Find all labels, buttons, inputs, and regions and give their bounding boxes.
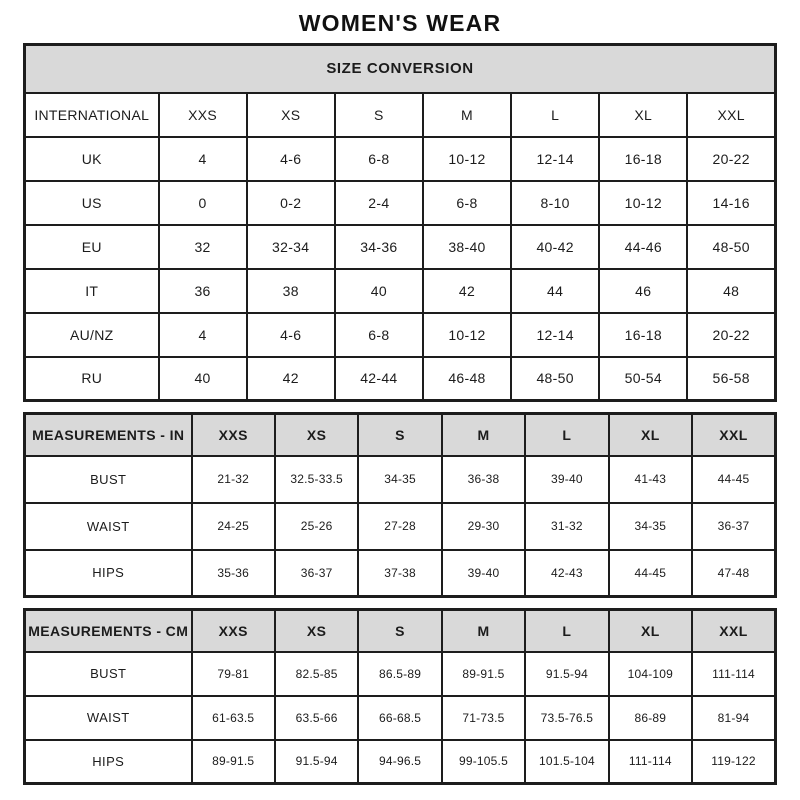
table-row (25, 181, 776, 225)
table-cell: 94-96.5 (358, 740, 441, 784)
column-header: MEASUREMENTS - CM (25, 610, 192, 652)
column-header: INTERNATIONAL (25, 93, 159, 137)
table-cell: 34-36 (335, 225, 423, 269)
table-cell: 31-32 (525, 503, 608, 550)
table-row (25, 740, 776, 784)
size-conversion-banner-row (25, 45, 776, 93)
table-cell: 14-16 (687, 181, 775, 225)
table-row (25, 357, 776, 401)
table-cell: 8-10 (511, 181, 599, 225)
table-cell: 66-68.5 (358, 696, 441, 740)
table-cell: 21-32 (192, 456, 275, 503)
row-label: EU (25, 225, 159, 269)
measurements-in-table (23, 412, 777, 598)
table-cell: 44 (511, 269, 599, 313)
table-cell: 12-14 (511, 313, 599, 357)
table-cell: 39-40 (525, 456, 608, 503)
table-cell: 6-8 (335, 137, 423, 181)
row-label: HIPS (25, 740, 192, 784)
table-cell: 42-44 (335, 357, 423, 401)
table-cell: 4-6 (247, 137, 335, 181)
table-cell: 38-40 (423, 225, 511, 269)
table-cell: 99-105.5 (442, 740, 525, 784)
table-cell: 36 (159, 269, 247, 313)
column-header: M (423, 93, 511, 137)
table-cell: 42 (247, 357, 335, 401)
table-cell: 61-63.5 (192, 696, 275, 740)
table-cell: 20-22 (687, 313, 775, 357)
column-header: S (335, 93, 423, 137)
size-conversion-table (23, 43, 777, 402)
table-cell: 101.5-104 (525, 740, 608, 784)
table-cell: 63.5-66 (275, 696, 358, 740)
table-cell: 34-35 (609, 503, 692, 550)
table-cell: 4 (159, 313, 247, 357)
table-cell: 89-91.5 (192, 740, 275, 784)
table-cell: 4-6 (247, 313, 335, 357)
table-row (25, 503, 776, 550)
table-cell: 32-34 (247, 225, 335, 269)
table-cell: 10-12 (599, 181, 687, 225)
table-cell: 20-22 (687, 137, 775, 181)
table-cell: 0-2 (247, 181, 335, 225)
table-row (25, 696, 776, 740)
page-title: WOMEN'S WEAR (298, 10, 502, 36)
column-header: XXS (192, 414, 275, 456)
measurements-cm-header-row (25, 610, 776, 652)
row-label: US (25, 181, 159, 225)
table-cell: 50-54 (599, 357, 687, 401)
table-row (25, 225, 776, 269)
row-label: WAIST (25, 696, 192, 740)
table-cell: 46 (599, 269, 687, 313)
column-header: XS (275, 414, 358, 456)
table-cell: 32.5-33.5 (275, 456, 358, 503)
row-label: RU (25, 357, 159, 401)
table-cell: 46-48 (423, 357, 511, 401)
column-header: M (442, 414, 525, 456)
table-cell: 119-122 (692, 740, 775, 784)
table-cell: 4 (159, 137, 247, 181)
row-label: BUST (25, 456, 192, 503)
table-cell: 37-38 (358, 550, 441, 597)
table-cell: 41-43 (609, 456, 692, 503)
row-label: AU/NZ (25, 313, 159, 357)
row-label: WAIST (25, 503, 192, 550)
table-cell: 111-114 (692, 652, 775, 696)
table-cell: 25-26 (275, 503, 358, 550)
column-header: MEASUREMENTS - IN (25, 414, 192, 456)
table-cell: 10-12 (423, 313, 511, 357)
table-cell: 44-45 (609, 550, 692, 597)
row-label: BUST (25, 652, 192, 696)
table-cell: 86-89 (609, 696, 692, 740)
size-conversion-banner: SIZE CONVERSION (25, 45, 776, 93)
table-cell: 2-4 (335, 181, 423, 225)
table-cell: 16-18 (599, 313, 687, 357)
table-cell: 91.5-94 (275, 740, 358, 784)
measurements-cm-table (23, 608, 777, 785)
table-cell: 24-25 (192, 503, 275, 550)
table-cell: 27-28 (358, 503, 441, 550)
table-row (25, 137, 776, 181)
table-cell: 40 (159, 357, 247, 401)
table-cell: 0 (159, 181, 247, 225)
table-cell: 48 (687, 269, 775, 313)
column-header: L (525, 610, 608, 652)
table-cell: 16-18 (599, 137, 687, 181)
column-header: S (358, 414, 441, 456)
table-cell: 91.5-94 (525, 652, 608, 696)
table-cell: 10-12 (423, 137, 511, 181)
column-header: XXL (687, 93, 775, 137)
table-cell: 48-50 (687, 225, 775, 269)
column-header: M (442, 610, 525, 652)
table-cell: 86.5-89 (358, 652, 441, 696)
column-header: XL (599, 93, 687, 137)
column-header: L (511, 93, 599, 137)
column-header: L (525, 414, 608, 456)
size-conversion-header-row (25, 93, 776, 137)
measurements-in-header-row (25, 414, 776, 456)
table-cell: 29-30 (442, 503, 525, 550)
table-row (25, 313, 776, 357)
row-label: UK (25, 137, 159, 181)
table-cell: 89-91.5 (442, 652, 525, 696)
table-cell: 71-73.5 (442, 696, 525, 740)
table-row (25, 550, 776, 597)
column-header: XS (247, 93, 335, 137)
table-cell: 40 (335, 269, 423, 313)
table-cell: 81-94 (692, 696, 775, 740)
column-header: S (358, 610, 441, 652)
table-cell: 111-114 (609, 740, 692, 784)
table-row (25, 269, 776, 313)
table-cell: 44-45 (692, 456, 775, 503)
table-cell: 104-109 (609, 652, 692, 696)
column-header: XXL (692, 414, 775, 456)
table-cell: 40-42 (511, 225, 599, 269)
table-cell: 47-48 (692, 550, 775, 597)
table-cell: 34-35 (358, 456, 441, 503)
table-cell: 44-46 (599, 225, 687, 269)
table-cell: 39-40 (442, 550, 525, 597)
table-cell: 42-43 (525, 550, 608, 597)
table-cell: 36-38 (442, 456, 525, 503)
table-cell: 42 (423, 269, 511, 313)
table-cell: 79-81 (192, 652, 275, 696)
row-label: IT (25, 269, 159, 313)
table-cell: 6-8 (423, 181, 511, 225)
row-label: HIPS (25, 550, 192, 597)
column-header: XXS (159, 93, 247, 137)
table-row (25, 652, 776, 696)
column-header: XL (609, 414, 692, 456)
table-cell: 82.5-85 (275, 652, 358, 696)
table-cell: 48-50 (511, 357, 599, 401)
column-header: XL (609, 610, 692, 652)
table-cell: 12-14 (511, 137, 599, 181)
table-cell: 36-37 (692, 503, 775, 550)
table-cell: 38 (247, 269, 335, 313)
table-cell: 36-37 (275, 550, 358, 597)
table-cell: 32 (159, 225, 247, 269)
column-header: XS (275, 610, 358, 652)
table-cell: 73.5-76.5 (525, 696, 608, 740)
column-header: XXS (192, 610, 275, 652)
table-cell: 6-8 (335, 313, 423, 357)
table-cell: 56-58 (687, 357, 775, 401)
column-header: XXL (692, 610, 775, 652)
table-row (25, 456, 776, 503)
table-cell: 35-36 (192, 550, 275, 597)
